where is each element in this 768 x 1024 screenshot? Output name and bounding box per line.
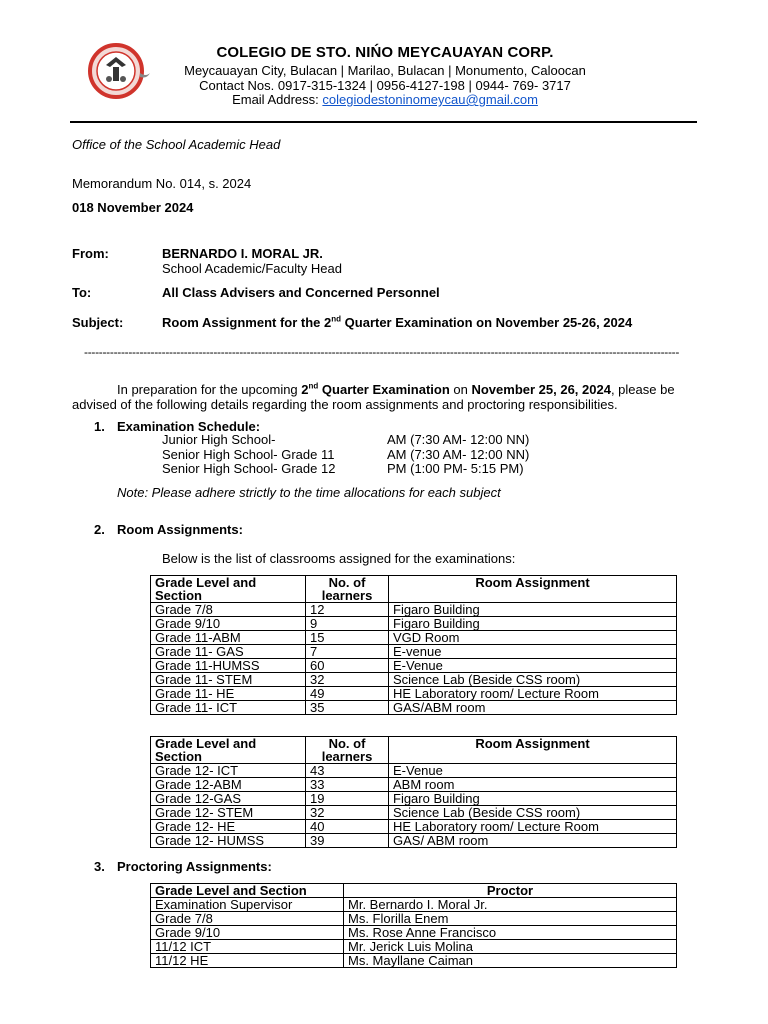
table-cell: Figaro Building xyxy=(389,603,677,617)
col-header-room: Room Assignment xyxy=(389,576,677,603)
table-cell: 43 xyxy=(306,764,389,778)
table-row xyxy=(151,687,677,701)
col-header-section: Grade Level and Section xyxy=(151,737,306,764)
table-cell: 11/12 HE xyxy=(151,954,344,968)
table-row xyxy=(151,954,677,968)
from-title: School Academic/Faculty Head xyxy=(162,261,342,276)
table-row xyxy=(151,631,677,645)
schedule-row: Senior High School- Grade 11 AM (7:30 AM- 12:00 NN) xyxy=(162,446,530,462)
organization-email xyxy=(160,92,610,108)
organization-contact: Contact Nos. 0917-315-1324 | 0956-4127-198 | 0944- 769- 3717 xyxy=(199,78,571,93)
table-row xyxy=(151,820,677,834)
table-cell: E-venue xyxy=(389,645,677,659)
table-cell: Ms. Mayllane Caiman xyxy=(344,954,677,968)
schedule-row: Senior High School- Grade 12 PM (1:00 PM- 5:15 PM) xyxy=(162,461,524,476)
room-table-grade-11 xyxy=(150,575,677,715)
table-cell: Grade 11-ABM xyxy=(151,631,306,645)
table-cell: Mr. Bernardo I. Moral Jr. xyxy=(344,898,677,912)
table-cell: Grade 12- ICT xyxy=(151,764,306,778)
table-row xyxy=(151,940,677,954)
intro-paragraph: In preparation for the upcoming 2nd Quarter Examination on November 25, 26, 2024, please be advised of the following details regarding the room assignments and proctoring responsibilities. xyxy=(72,381,675,412)
table-cell: HE Laboratory room/ Lecture Room xyxy=(389,687,677,701)
col-header-room: Room Assignment xyxy=(389,737,677,764)
table-row xyxy=(151,806,677,820)
table-cell: Grade 11- GAS xyxy=(151,645,306,659)
table-row xyxy=(151,898,677,912)
table-cell: 32 xyxy=(306,673,389,687)
table-cell: Grade 11- STEM xyxy=(151,673,306,687)
table-cell: Grade 11- ICT xyxy=(151,701,306,715)
table-header-row xyxy=(151,576,677,603)
schedule-note: Note: Please adhere strictly to the time allocations for each subject xyxy=(117,485,501,500)
section-2-heading: 2. Room Assignments: xyxy=(94,522,243,537)
header-rule xyxy=(70,121,697,123)
col-header-section: Grade Level and Section xyxy=(151,576,306,603)
table-row xyxy=(151,764,677,778)
col-header-section: Grade Level and Section xyxy=(151,884,344,898)
table-cell: Grade 12- STEM xyxy=(151,806,306,820)
table-row xyxy=(151,834,677,848)
col-header-proctor: Proctor xyxy=(344,884,677,898)
table-row xyxy=(151,659,677,673)
table-cell: E-Venue xyxy=(389,659,677,673)
room-assignments-intro: Below is the list of classrooms assigned for the examinations: xyxy=(162,551,516,566)
table-cell: Grade 12-GAS xyxy=(151,792,306,806)
table-cell: 35 xyxy=(306,701,389,715)
room-table-grade-12 xyxy=(150,736,677,848)
table-cell: 11/12 ICT xyxy=(151,940,344,954)
table-cell: Ms. Rose Anne Francisco xyxy=(344,926,677,940)
table-cell: 12 xyxy=(306,603,389,617)
table-cell: HE Laboratory room/ Lecture Room xyxy=(389,820,677,834)
email-label: Email Address: xyxy=(232,92,323,107)
table-cell: Mr. Jerick Luis Molina xyxy=(344,940,677,954)
memo-date: 018 November 2024 xyxy=(72,200,194,215)
table-cell: Grade 12- HE xyxy=(151,820,306,834)
col-header-learners: No. of learners xyxy=(306,737,389,764)
from-name: BERNARDO I. MORAL JR. xyxy=(162,246,323,261)
table-cell: Grade 12-ABM xyxy=(151,778,306,792)
table-header-row xyxy=(151,884,677,898)
divider-line: ----------------------------------------------------------------------------------------------------------------------------------------------------------------- xyxy=(84,345,680,359)
table-cell: 9 xyxy=(306,617,389,631)
table-cell: 7 xyxy=(306,645,389,659)
table-cell: 60 xyxy=(306,659,389,673)
table-cell: Grade 7/8 xyxy=(151,912,344,926)
table-cell: 33 xyxy=(306,778,389,792)
table-cell: Grade 7/8 xyxy=(151,603,306,617)
table-row xyxy=(151,778,677,792)
section-3-heading: 3. Proctoring Assignments: xyxy=(94,859,272,874)
table-cell: 32 xyxy=(306,806,389,820)
table-cell: Examination Supervisor xyxy=(151,898,344,912)
table-cell: Ms. Florilla Enem xyxy=(344,912,677,926)
email-link[interactable]: colegiodestoninomeycau@gmail.com xyxy=(322,92,538,107)
subject-label: Subject: xyxy=(72,315,124,330)
from-label: From: xyxy=(72,246,109,261)
table-cell: VGD Room xyxy=(389,631,677,645)
table-cell: 40 xyxy=(306,820,389,834)
table-row xyxy=(151,701,677,715)
table-cell: Figaro Building xyxy=(389,792,677,806)
table-cell: 19 xyxy=(306,792,389,806)
col-header-learners: No. of learners xyxy=(306,576,389,603)
exam-schedule xyxy=(162,433,529,477)
to-label: To: xyxy=(72,285,92,300)
table-cell: Figaro Building xyxy=(389,617,677,631)
table-cell: Grade 9/10 xyxy=(151,617,306,631)
table-cell: Grade 11- HE xyxy=(151,687,306,701)
to-value: All Class Advisers and Concerned Personnel xyxy=(162,285,440,300)
section-1-heading: 1. Examination Schedule: xyxy=(94,419,261,434)
table-cell: GAS/ ABM room xyxy=(389,834,677,848)
table-row xyxy=(151,926,677,940)
office-name: Office of the School Academic Head xyxy=(72,137,281,152)
table-cell: Science Lab (Beside CSS room) xyxy=(389,806,677,820)
schedule-row: Junior High School- AM (7:30 AM- 12:00 NN) xyxy=(162,432,530,447)
table-cell: E-Venue xyxy=(389,764,677,778)
organization-address: Meycauayan City, Bulacan | Marilao, Bulacan | Monumento, Caloocan xyxy=(184,63,586,78)
table-cell: GAS/ABM room xyxy=(389,701,677,715)
table-header-row xyxy=(151,737,677,764)
table-row xyxy=(151,645,677,659)
table-cell: Grade 9/10 xyxy=(151,926,344,940)
subject-value: Room Assignment for the 2nd Quarter Examination on November 25-26, 2024 xyxy=(162,314,633,330)
table-cell: Grade 12- HUMSS xyxy=(151,834,306,848)
table-row xyxy=(151,673,677,687)
table-row xyxy=(151,912,677,926)
table-cell: Grade 11-HUMSS xyxy=(151,659,306,673)
proctor-table xyxy=(150,883,677,968)
table-cell: 49 xyxy=(306,687,389,701)
school-logo-icon xyxy=(82,43,154,99)
table-row xyxy=(151,617,677,631)
organization-name: COLEGIO DE STO. NIŃO MEYCAUAYAN CORP. xyxy=(216,44,554,61)
table-cell: ABM room xyxy=(389,778,677,792)
table-cell: 39 xyxy=(306,834,389,848)
table-row xyxy=(151,603,677,617)
memo-number: Memorandum No. 014, s. 2024 xyxy=(72,176,252,191)
table-row xyxy=(151,792,677,806)
table-cell: 15 xyxy=(306,631,389,645)
table-cell: Science Lab (Beside CSS room) xyxy=(389,673,677,687)
